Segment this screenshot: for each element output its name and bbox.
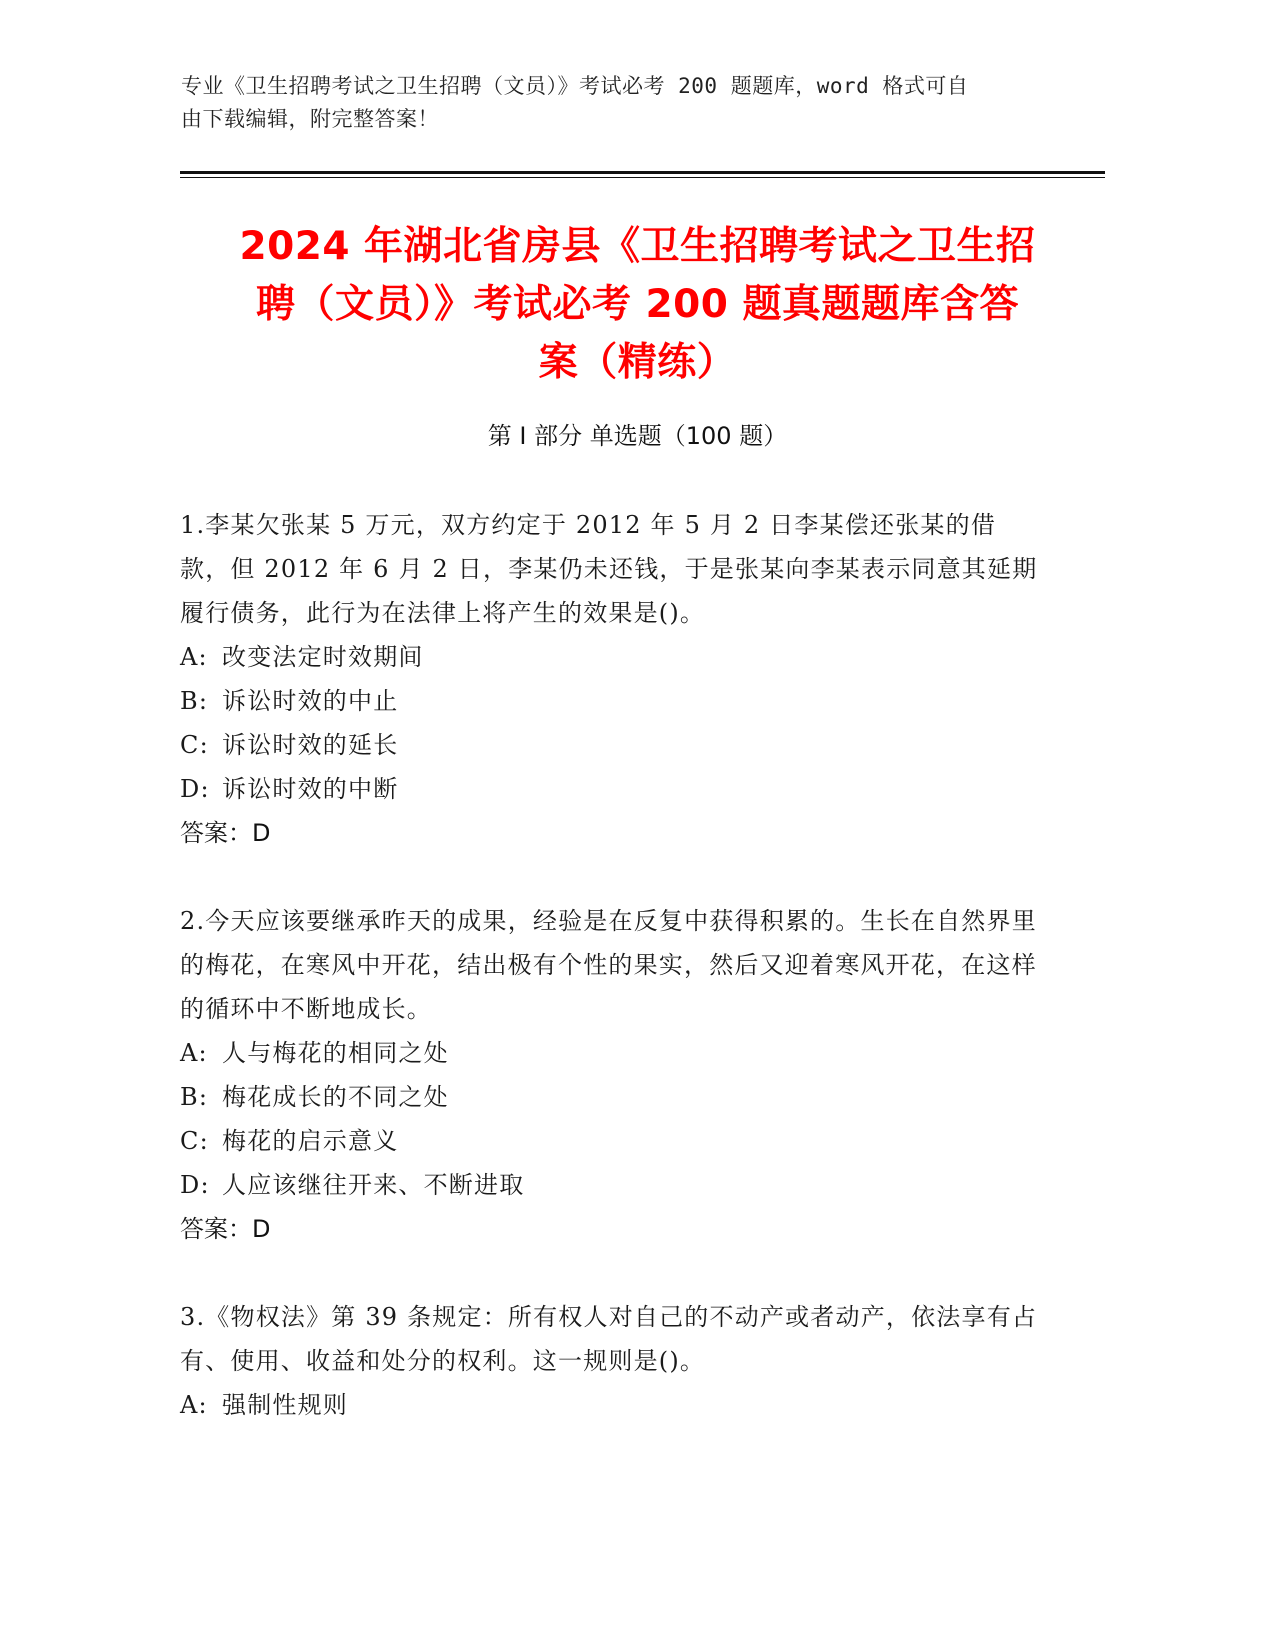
option-text: 诉讼时效的延长 <box>222 731 399 759</box>
option-key: B: <box>180 687 209 715</box>
option-a <box>180 635 1040 679</box>
option-text: 诉讼时效的中止 <box>222 687 399 715</box>
answer-line: 答案：D <box>180 1215 271 1243</box>
option-key: C: <box>180 731 209 759</box>
option-a <box>180 1031 1040 1075</box>
option-text: 梅花的启示意义 <box>222 1127 399 1155</box>
document-title-line-1: 2024 年湖北省房县《卫生招聘考试之卫生招 <box>239 224 1036 269</box>
option-text: 人与梅花的相同之处 <box>222 1039 449 1067</box>
header-note-line-2: 由下载编辑，附完整答案！ <box>181 107 439 131</box>
option-d <box>180 1163 1040 1207</box>
section-heading: 第 I 部分 单选题（100 题） <box>487 422 788 450</box>
question-stem: 3.《物权法》第 39 条规定：所有权人对自己的不动产或者动产，依法享有占有、使用、收益和处分的权利。这一规则是()。 <box>180 1303 1038 1375</box>
header-rule-thin <box>180 177 1105 178</box>
option-key: B: <box>180 1083 209 1111</box>
option-b <box>180 1075 1040 1119</box>
option-text: 人应该继往开来、不断进取 <box>222 1171 525 1199</box>
option-b <box>180 679 1040 723</box>
question-stem: 1.李某欠张某 5 万元，双方约定于 2012 年 5 月 2 日李某偿还张某的借款，但 2012 年 6 月 2 日，李某仍未还钱，于是张某向李某表示同意其延期履行债务，此行为在法律上将产生的效果是()。 <box>180 511 1038 627</box>
option-key: C: <box>180 1127 209 1155</box>
header-note <box>181 70 1041 136</box>
document-title-line-2: 聘（文员）》考试必考 200 题真题题库含答 <box>255 282 1020 327</box>
question-list <box>180 503 1040 1471</box>
option-c <box>180 1119 1040 1163</box>
option-key: A: <box>180 1039 208 1067</box>
option-d <box>180 767 1040 811</box>
option-text: 诉讼时效的中断 <box>222 775 399 803</box>
option-key: A: <box>180 643 208 671</box>
document-title-line-3: 案（精练） <box>538 340 737 385</box>
question-2 <box>180 899 1040 1251</box>
question-1 <box>180 503 1040 855</box>
question-3 <box>180 1295 1040 1427</box>
answer-line: 答案：D <box>180 819 271 847</box>
header-note-line-1: 专业《卫生招聘考试之卫生招聘（文员）》考试必考 200 题题库，word 格式可自 <box>181 74 969 98</box>
question-stem: 2.今天应该要继承昨天的成果，经验是在反复中获得积累的。生长在自然界里的梅花，在寒风中开花，结出极有个性的果实，然后又迎着寒风开花，在这样的循环中不断地成长。 <box>180 907 1037 1023</box>
option-key: A: <box>180 1391 208 1419</box>
option-text: 梅花成长的不同之处 <box>222 1083 449 1111</box>
option-key: D: <box>180 1171 210 1199</box>
option-a <box>180 1383 1040 1427</box>
option-text: 改变法定时效期间 <box>222 643 424 671</box>
option-key: D: <box>180 775 210 803</box>
header-rule-thick <box>180 171 1105 174</box>
option-text: 强制性规则 <box>222 1391 348 1419</box>
option-c <box>180 723 1040 767</box>
document-title <box>150 218 1125 392</box>
